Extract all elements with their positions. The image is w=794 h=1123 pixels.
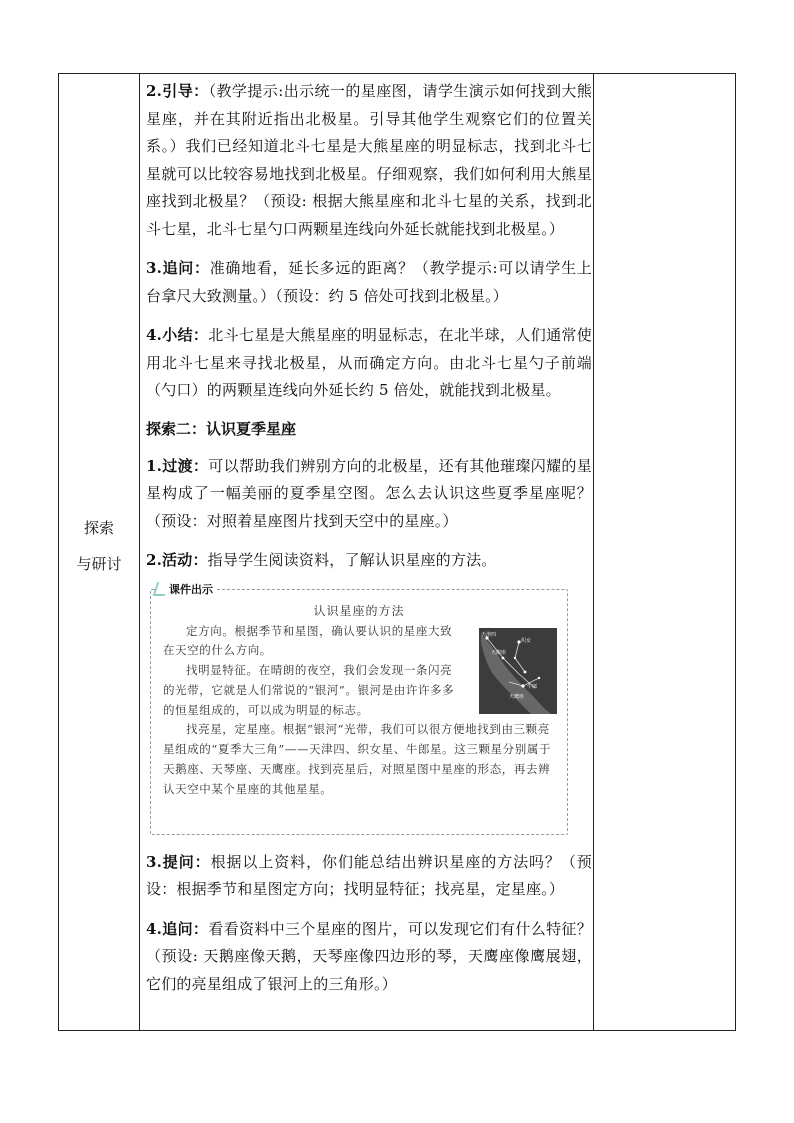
map-label: 织女 — [521, 637, 532, 644]
callout-paragraph: 找明显特征。在晴朗的夜空，我们会发现一条闪亮的光带，它就是人们常说的“银河”。银河是由许许多多的恒星组成的，可以成为明显的标志。 — [163, 663, 455, 717]
star-dot — [524, 670, 527, 673]
stage-label-line1: 探索 — [83, 519, 114, 537]
map-label: 天鹰座 — [509, 693, 525, 700]
callout-paragraph: 找亮星，定星座。根据“银河”光带，我们可以很方便地找到由三颗亮星组成的“夏季大三角”——天津四、织女星、牛郎星。这三颗星分别属于天鹅座、天琴座、天鹰座。找到亮星后，对照星图中星座的形态，再去辨认天空中某个星座的其他星星。 — [163, 722, 552, 796]
star-dot — [538, 676, 540, 678]
star-dot — [514, 656, 516, 658]
callout-title: 认识星座的方法 — [313, 603, 405, 618]
callout-tag: 课件出示 — [155, 581, 217, 597]
milky-way-band — [481, 634, 551, 714]
step-followup-question-2: 4.追问：看看资料中三个星座的图片，可以发现它们有什么特征？（预设: 天鹅座像天鹅，天琴座像四边形的琴，天鹰座像鹰展翅，它们的亮星组成了银河上的三角形。） — [146, 919, 592, 993]
step-followup-question: 3.追问：准确地看，延长多远的距离？（教学提示:可以请学生上台拿尺大致测量。）（预设：约 5 倍处可找到北极星。） — [146, 259, 592, 305]
map-label: 天津四 — [481, 631, 497, 638]
milky-way-star-map-image — [479, 628, 557, 714]
stage-label — [59, 510, 139, 582]
section-heading: 探索二：认识夏季星座 — [146, 419, 297, 438]
star-map-svg — [479, 628, 557, 714]
bracket-icon — [153, 582, 170, 596]
column-divider — [139, 74, 140, 1030]
column-divider — [593, 74, 594, 1030]
step-transition: 1.过渡：可以帮助我们辨别方向的北极星，还有其他璀璨闪耀的星星构成了一幅美丽的夏季星空图。怎么去认识这些夏季星座呢？（预设：对照着星座图片找到天空中的星座。） — [146, 456, 592, 530]
lesson-table — [58, 73, 736, 1031]
step-activity: 2.活动：指导学生阅读资料，了解认识星座的方法。 — [146, 551, 497, 569]
star-dot — [521, 684, 524, 687]
map-label: 天鹅座 — [491, 649, 507, 656]
constellation-line — [515, 642, 525, 672]
courseware-callout — [150, 582, 568, 835]
star-dot — [502, 656, 505, 659]
map-label: 牛郎 — [527, 683, 538, 690]
lesson-content — [146, 78, 592, 1010]
stage-label-line2: 与研讨 — [76, 555, 122, 573]
step-summary: 4.小结：北斗七星是大熊星座的明显标志，在北半球，人们通常使用北斗七星来寻找北极星，从而确定方向。由北斗七星勺子前端（勺口）的两颗星连线向外延长约 5 倍处，就能找到北极星。 — [146, 326, 592, 399]
callout-paragraph: 定方向。根据季节和星图，确认要认识的星座大致在天空的什么方向。 — [163, 623, 453, 658]
step-guide: 2.引导：（教学提示:出示统一的星座图，请学生演示如何找到大熊星座，并在其附近指出北极星。引导其他学生观察它们的位置关系。）我们已经知道北斗七星是大熊星座的明显标志，找到北斗七星就可以比较容易地找到北极星。仔细观察，我们如何利用大熊星座找到北极星？（预设: 根据大熊星座和北斗七星的关系，找到北斗七星，北斗七星勺口两颗星连线向外延长就能找到北极星。） — [146, 82, 592, 238]
step-question: 3.提问：根据以上资料，你们能总结出辨识星座的方法吗？（预设：根据季节和星图定方向；找明显特征；找亮星，定星座。） — [146, 852, 592, 898]
